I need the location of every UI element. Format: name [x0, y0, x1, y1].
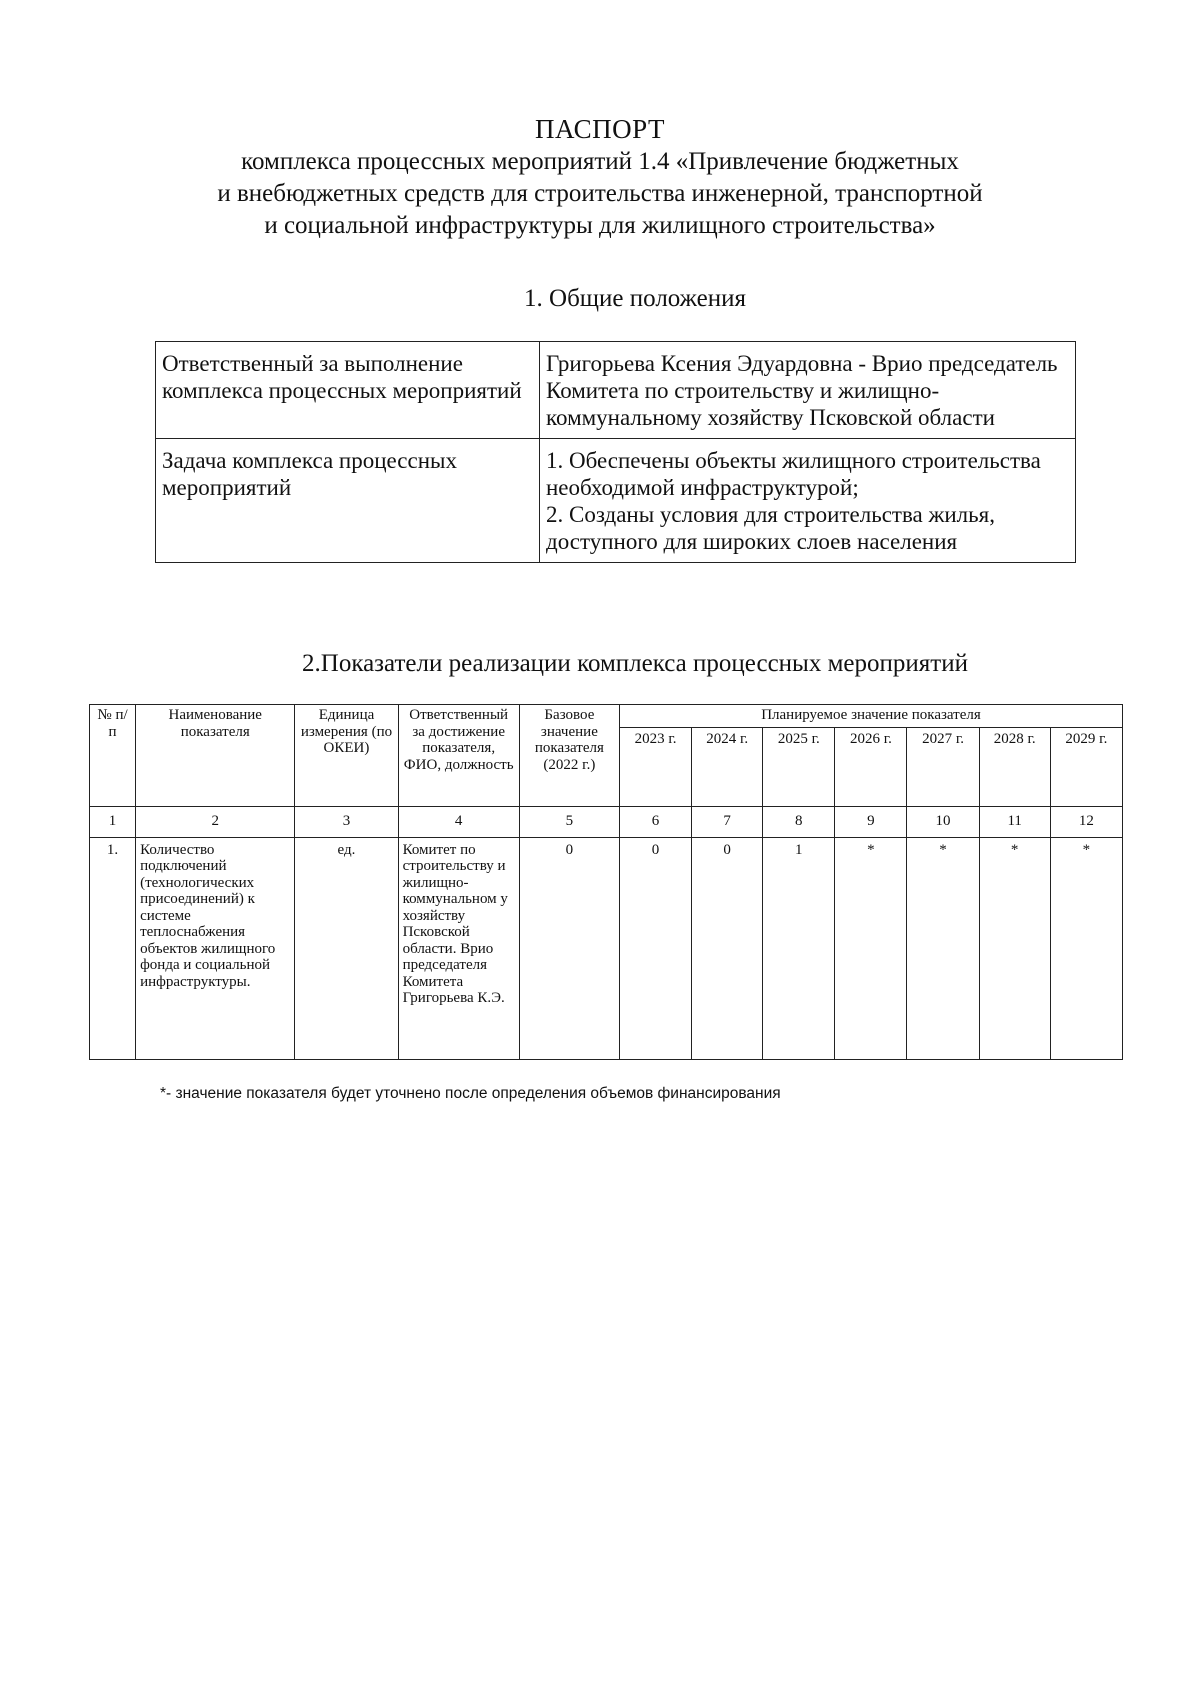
row-responsible: Комитет по строительству и жилищно-коммунальном у хозяйству Псковской области. Врио председателя Комитета Григорьева К.Э.: [398, 837, 519, 1059]
row-indicator-name: Количество подключений (технологических присоединений) к системе теплоснабжения объектов жилищного фонда и социальной инфраструктуры.: [136, 837, 295, 1059]
column-numbers-row: [90, 806, 1123, 837]
column-number: 12: [1050, 806, 1122, 837]
column-number: 3: [295, 806, 398, 837]
header-year: 2024 г.: [692, 727, 763, 806]
section-1-heading: 1. Общие положения: [524, 285, 746, 312]
column-number: 11: [979, 806, 1050, 837]
column-number: 5: [519, 806, 619, 837]
header-unit: Единица измерения (по ОКЕИ): [295, 705, 398, 807]
row-base-value: 0: [519, 837, 619, 1059]
row-year-value: *: [1050, 837, 1122, 1059]
column-number: 7: [692, 806, 763, 837]
task-item: 2. Созданы условия для строительства жилья, доступного для широких слоев населения: [546, 502, 995, 554]
table-header-row: [90, 705, 1123, 728]
column-number: 1: [90, 806, 136, 837]
column-number: 6: [619, 806, 691, 837]
section-2-heading: 2.Показатели реализации комплекса процессных мероприятий: [302, 650, 968, 677]
footnote: *- значение показателя будет уточнено после определения объемов финансирования: [160, 1085, 781, 1102]
title-line-2: и внебюджетных средств для строительства инженерной, транспортной: [217, 180, 983, 207]
column-number: 9: [835, 806, 907, 837]
header-year: 2028 г.: [979, 727, 1050, 806]
row-year-value: 0: [619, 837, 691, 1059]
table-row: [90, 837, 1123, 1059]
row-year-value: *: [835, 837, 907, 1059]
row-year-value: *: [979, 837, 1050, 1059]
column-number: 4: [398, 806, 519, 837]
task-value: [540, 439, 1076, 563]
header-year: 2025 г.: [763, 727, 835, 806]
header-name: Наименование показателя: [136, 705, 295, 807]
general-provisions-table: [155, 341, 1076, 563]
title-line-1: комплекса процессных мероприятий 1.4 «Привлечение бюджетных: [241, 148, 959, 175]
header-year: 2029 г.: [1050, 727, 1122, 806]
table-row: [156, 342, 1076, 439]
row-year-value: *: [907, 837, 979, 1059]
row-unit: ед.: [295, 837, 398, 1059]
task-item: 1. Обеспечены объекты жилищного строительства необходимой инфраструктурой;: [546, 448, 1041, 500]
row-year-value: 1: [763, 837, 835, 1059]
title-main: ПАСПОРТ: [535, 114, 665, 144]
row-num: 1.: [90, 837, 136, 1059]
document-title: [0, 112, 1200, 242]
title-line-3: и социальной инфраструктуры для жилищного строительства»: [264, 212, 936, 239]
indicators-table: [89, 704, 1123, 1060]
responsible-value: Григорьева Ксения Эдуардовна - Врио председатель Комитета по строительству и жилищно-коммунальному хозяйству Псковской области: [540, 342, 1076, 439]
header-year: 2027 г.: [907, 727, 979, 806]
column-number: 2: [136, 806, 295, 837]
responsible-label: Ответственный за выполнение комплекса процессных мероприятий: [156, 342, 540, 439]
header-planned: Планируемое значение показателя: [619, 705, 1122, 728]
header-year: 2023 г.: [619, 727, 691, 806]
header-base: Базовое значение показателя (2022 г.): [519, 705, 619, 807]
column-number: 10: [907, 806, 979, 837]
task-label: Задача комплекса процессных мероприятий: [156, 439, 540, 563]
column-number: 8: [763, 806, 835, 837]
header-year: 2026 г.: [835, 727, 907, 806]
table-row: [156, 439, 1076, 563]
row-year-value: 0: [692, 837, 763, 1059]
header-responsible: Ответственный за достижение показателя, ФИО, должность: [398, 705, 519, 807]
header-num: № п/п: [90, 705, 136, 807]
